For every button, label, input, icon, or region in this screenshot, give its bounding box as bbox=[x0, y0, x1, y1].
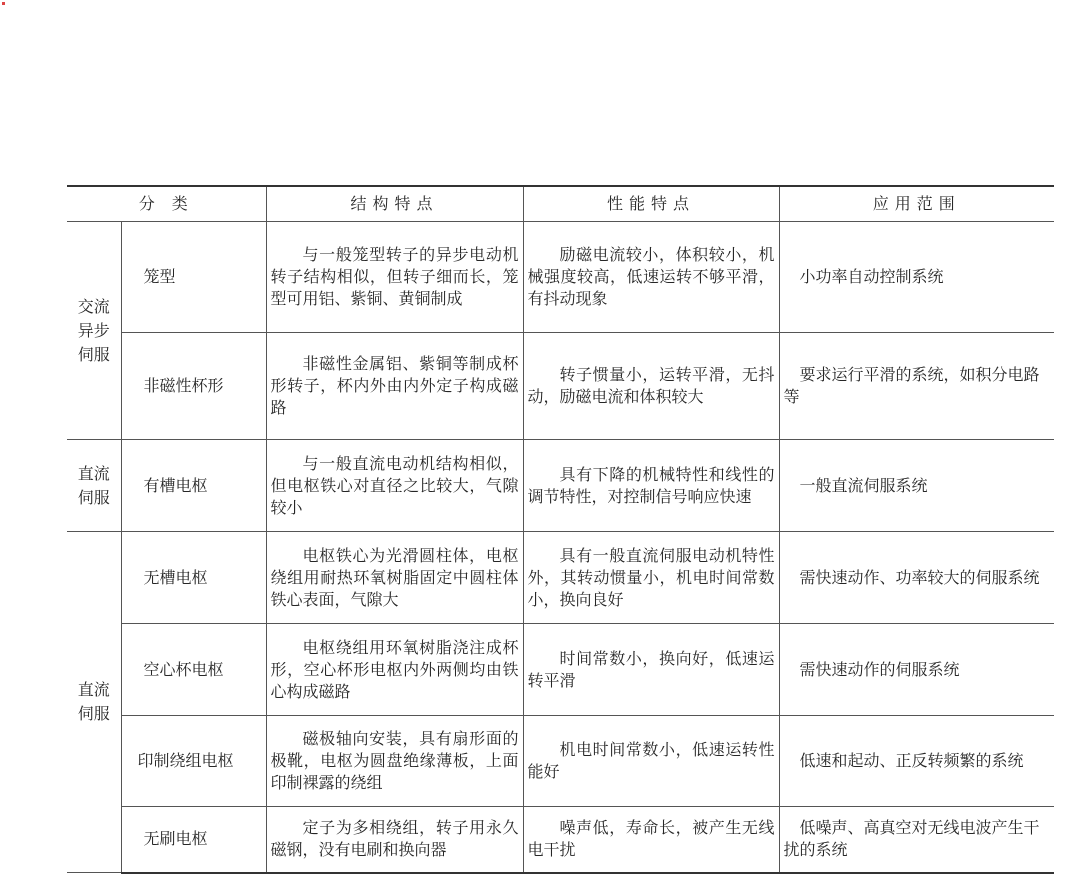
structure-cell: 非磁性金属铝、紫铜等制成杯形转子，杯内外由内外定子构成磁路 bbox=[266, 333, 523, 440]
type-cell: 笼型 bbox=[121, 222, 266, 333]
header-structure: 结构特点 bbox=[266, 186, 523, 222]
structure-cell: 磁极轴向安装，具有扇形面的极靴，电枢为圆盘绝缘薄板，上面印制裸露的绕组 bbox=[266, 716, 523, 807]
type-cell: 空心杯电枢 bbox=[121, 624, 266, 716]
header-application: 应用范围 bbox=[779, 186, 1054, 222]
application-cell: 小功率自动控制系统 bbox=[779, 222, 1054, 333]
application-cell: 需快速动作的伺服系统 bbox=[779, 624, 1054, 716]
performance-cell: 励磁电流较小，体积较小，机械强度较高，低速运转不够平滑，有抖动现象 bbox=[523, 222, 779, 333]
scan-mark bbox=[2, 2, 5, 5]
group-label-dc-1: 直流伺服 bbox=[67, 440, 121, 532]
table-row bbox=[67, 222, 1054, 333]
structure-cell: 与一般直流电动机结构相似，但电枢铁心对直径之比较大，气隙较小 bbox=[266, 440, 523, 532]
application-cell: 要求运行平滑的系统，如积分电路等 bbox=[779, 333, 1054, 440]
structure-cell: 电枢铁心为光滑圆柱体，电枢绕组用耐热环氧树脂固定中圆柱体铁心表面，气隙大 bbox=[266, 532, 523, 624]
performance-cell: 转子惯量小，运转平滑，无抖动，励磁电流和体积较大 bbox=[523, 333, 779, 440]
table-row bbox=[67, 333, 1054, 440]
performance-cell: 具有下降的机械特性和线性的调节特性，对控制信号响应快速 bbox=[523, 440, 779, 532]
group-label-ac-async: 交流异步伺服 bbox=[67, 222, 121, 440]
header-performance: 性能特点 bbox=[523, 186, 779, 222]
servo-motor-classification-table bbox=[67, 185, 1054, 874]
performance-cell: 时间常数小，换向好，低速运转平滑 bbox=[523, 624, 779, 716]
table-row bbox=[67, 716, 1054, 807]
application-cell: 低速和起动、正反转频繁的系统 bbox=[779, 716, 1054, 807]
application-cell: 低噪声、高真空对无线电波产生干扰的系统 bbox=[779, 807, 1054, 873]
application-cell: 一般直流伺服系统 bbox=[779, 440, 1054, 532]
performance-cell: 机电时间常数小，低速运转性能好 bbox=[523, 716, 779, 807]
type-cell: 有槽电枢 bbox=[121, 440, 266, 532]
structure-cell: 定子为多相绕组，转子用永久磁钢，没有电刷和换向器 bbox=[266, 807, 523, 873]
performance-cell: 噪声低，寿命长，被产生无线电干扰 bbox=[523, 807, 779, 873]
table-row bbox=[67, 624, 1054, 716]
group-label-dc-2: 直流伺服 bbox=[67, 532, 121, 873]
table-row bbox=[67, 807, 1054, 873]
table-header-row bbox=[67, 186, 1054, 222]
type-cell: 印制绕组电枢 bbox=[121, 716, 266, 807]
table-row bbox=[67, 532, 1054, 624]
type-cell: 无刷电枢 bbox=[121, 807, 266, 873]
table-row bbox=[67, 440, 1054, 532]
type-cell: 非磁性杯形 bbox=[121, 333, 266, 440]
performance-cell: 具有一般直流伺服电动机特性外，其转动惯量小，机电时间常数小，换向良好 bbox=[523, 532, 779, 624]
header-category: 分 类 bbox=[67, 186, 266, 222]
application-cell: 需快速动作、功率较大的伺服系统 bbox=[779, 532, 1054, 624]
type-cell: 无槽电枢 bbox=[121, 532, 266, 624]
structure-cell: 与一般笼型转子的异步电动机转子结构相似，但转子细而长，笼型可用铝、紫铜、黄铜制成 bbox=[266, 222, 523, 333]
structure-cell: 电枢绕组用环氧树脂浇注成杯形，空心杯形电枢内外两侧均由铁心构成磁路 bbox=[266, 624, 523, 716]
